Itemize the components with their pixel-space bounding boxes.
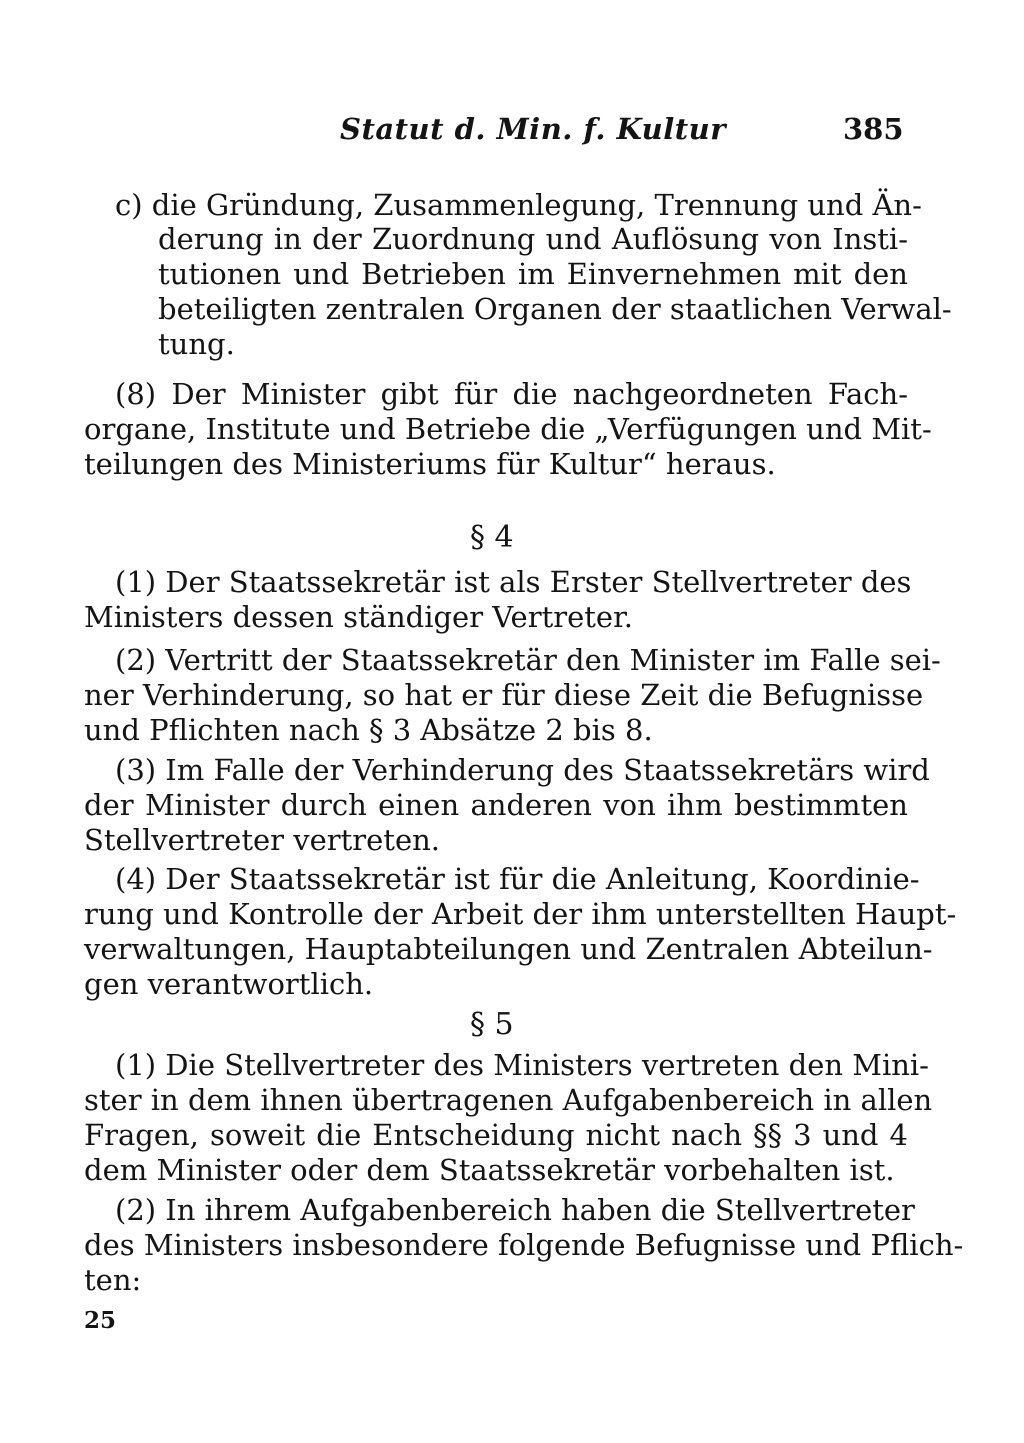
s4-p3-line-2: der Minister durch einen anderen von ihm bestimmten	[84, 788, 908, 822]
page-number: 385	[843, 112, 904, 146]
s5-p2-line-2: des Ministers insbesondere folgende Befugnisse und Pflich-	[84, 1228, 964, 1262]
s5-p1-line-1: (1) Die Stellvertreter des Ministers vertreten den Mini-	[115, 1048, 929, 1082]
printer-signature-mark: 25	[84, 1307, 117, 1334]
s4-p2-line-2: ner Verhinderung, so hat er für diese Zeit die Befugnisse	[84, 678, 924, 712]
s4-p4-line-3: verwaltungen, Hauptabteilungen und Zentralen Abteilun-	[84, 932, 933, 966]
item-c-line-2: derung in der Zuordnung und Auflösung von Insti-	[158, 222, 908, 256]
s4-p2-line-3: und Pflichten nach § 3 Absätze 2 bis 8.	[84, 713, 653, 747]
s4-p2-line-1: (2) Vertritt der Staatssekretär den Minister im Falle sei-	[115, 643, 941, 677]
item-c-line-4: beteiligten zentralen Organen der staatlichen Verwal-	[158, 292, 952, 326]
item-c-line-3: tutionen und Betrieben im Einvernehmen mit den	[158, 257, 908, 291]
section-4-heading: § 4	[470, 520, 514, 555]
para-8-line-1: (8) Der Minister gibt für die nachgeordneten Fach-	[115, 377, 908, 411]
s4-p3-line-1: (3) Im Falle der Verhinderung des Staatssekretärs wird	[115, 753, 930, 787]
s4-p1-line-1: (1) Der Staatssekretär ist als Erster Stellvertreter des	[115, 565, 912, 599]
item-c-line-1: c) die Gründung, Zusammenlegung, Trennung und Än-	[115, 188, 922, 222]
running-header-title: Statut d. Min. f. Kultur	[340, 112, 727, 146]
s5-p2-line-1: (2) In ihrem Aufgabenbereich haben die Stellvertreter	[115, 1193, 915, 1227]
para-8-line-2: organe, Institute und Betriebe die „Verfügungen und Mit-	[84, 412, 932, 446]
para-8-line-3: teilungen des Ministeriums für Kultur“ heraus.	[84, 447, 776, 481]
s4-p1-line-2: Ministers dessen ständiger Vertreter.	[84, 600, 633, 634]
s4-p4-line-1: (4) Der Staatssekretär ist für die Anleitung, Koordinie-	[115, 862, 920, 896]
section-5-heading: § 5	[470, 1007, 514, 1042]
s4-p3-line-3: Stellvertreter vertreten.	[84, 823, 441, 857]
s4-p4-line-2: rung und Kontrolle der Arbeit der ihm unterstellten Haupt-	[84, 897, 957, 931]
s5-p1-line-4: dem Minister oder dem Staatssekretär vorbehalten ist.	[84, 1153, 895, 1187]
item-c-line-5: tung.	[158, 327, 235, 361]
s5-p1-line-3: Fragen, soweit die Entscheidung nicht nach §§ 3 und 4	[84, 1118, 908, 1152]
s5-p1-line-2: ster in dem ihnen übertragenen Aufgabenbereich in allen	[84, 1083, 933, 1117]
s4-p4-line-4: gen verantwortlich.	[84, 967, 374, 1001]
s5-p2-line-3: ten:	[84, 1263, 142, 1297]
